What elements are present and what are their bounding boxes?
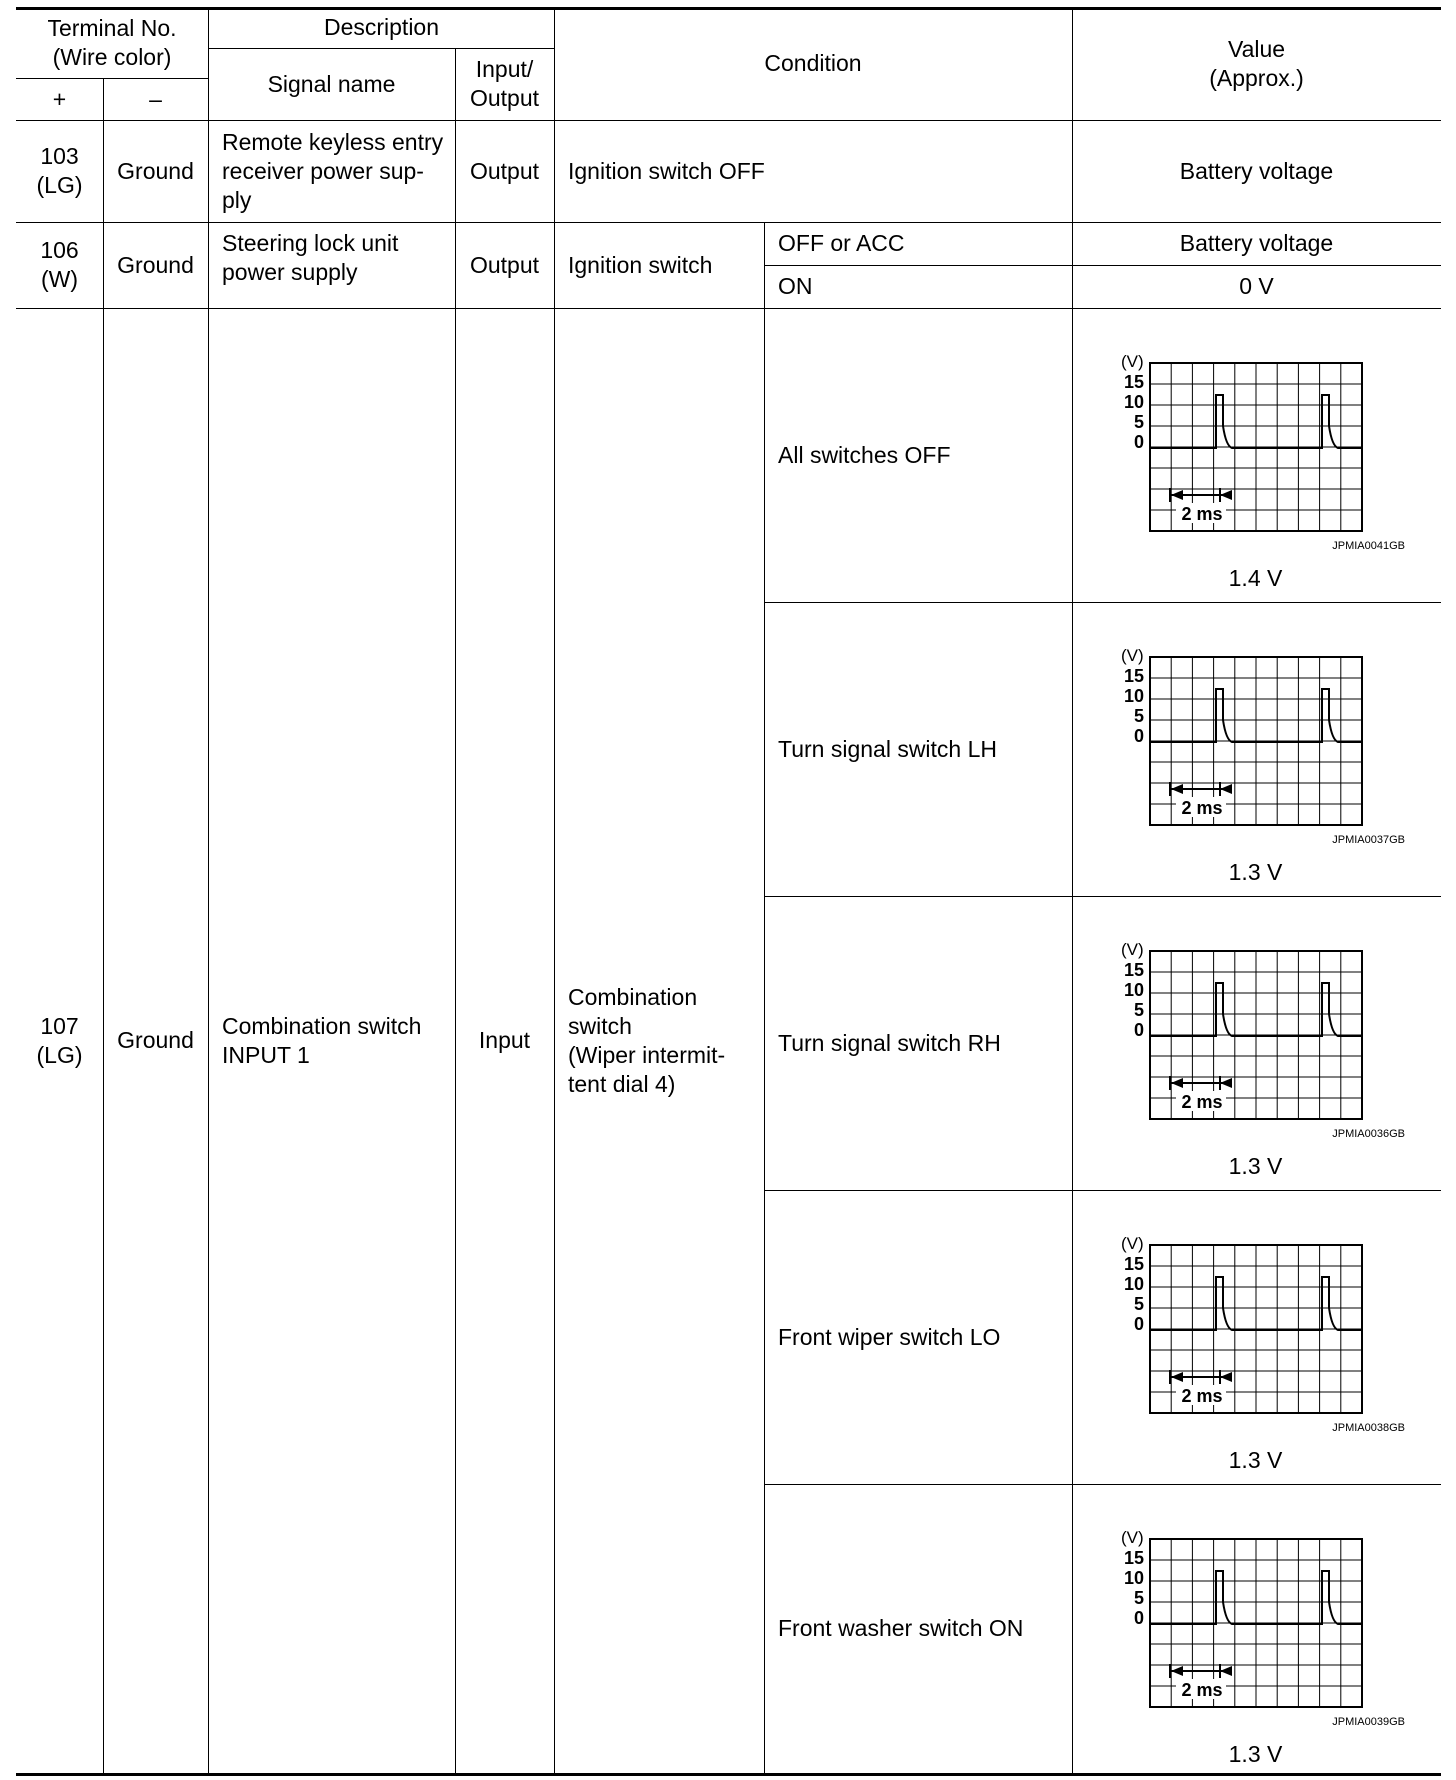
- row-103-signal: [208, 120, 455, 222]
- row-106-condition: Ignition switch: [568, 251, 713, 278]
- condition-line: (Wiper intermit-: [568, 1041, 726, 1068]
- y-tick-label: 10: [1123, 1274, 1144, 1294]
- row-103-value: Battery voltage: [1179, 157, 1334, 184]
- oscilloscope-graph: [1072, 602, 1441, 896]
- signal-line: Combination switch: [222, 1012, 422, 1039]
- y-tick-label: 15: [1123, 1548, 1144, 1568]
- unit-label: (V): [1121, 646, 1144, 665]
- signal-line: Steering lock unit: [222, 230, 399, 256]
- row-106-sub-condition: OFF or ACC: [778, 230, 905, 256]
- y-tick-label: 5: [1133, 1588, 1144, 1608]
- y-tick-label: 5: [1133, 706, 1144, 726]
- y-tick-label: 5: [1133, 1000, 1144, 1020]
- row-103-condition: Ignition switch OFF: [568, 157, 765, 184]
- row-106-sub-value: Battery voltage: [1179, 230, 1334, 256]
- row-107-sub-condition: Turn signal switch RH: [778, 1029, 1001, 1056]
- terminal-number: 106: [40, 237, 79, 263]
- header-value-line-1: Value: [1227, 35, 1286, 62]
- row-107-sub-condition: Front wiper switch LO: [778, 1323, 1001, 1350]
- row-106-io: Output: [469, 251, 540, 278]
- y-tick-label: 15: [1123, 372, 1144, 392]
- oscilloscope-graph: [1072, 1190, 1441, 1484]
- figure-id: JPMIA0036GB: [1332, 1128, 1405, 1140]
- row-103-io: Output: [469, 157, 540, 184]
- figure-id: JPMIA0037GB: [1332, 834, 1405, 846]
- oscilloscope-figure: [1072, 1484, 1441, 1773]
- figure-id: JPMIA0039GB: [1332, 1716, 1405, 1728]
- row-106-signal: [208, 222, 455, 308]
- row-103-minus: Ground: [117, 157, 194, 184]
- time-label: 2 ms: [1181, 504, 1223, 524]
- time-marker-arrow: [1220, 784, 1232, 794]
- signal-line: power supply: [222, 259, 358, 285]
- signal-line: INPUT 1: [222, 1041, 310, 1068]
- header-minus: –: [149, 85, 162, 112]
- unit-label: (V): [1121, 1528, 1144, 1547]
- y-tick-label: 0: [1133, 726, 1144, 746]
- oscilloscope-graph: [1072, 1484, 1441, 1773]
- condition-line: switch: [568, 1012, 632, 1039]
- header-io-line-2: Output: [469, 85, 540, 111]
- header-description: Description: [323, 14, 440, 40]
- time-label: 2 ms: [1181, 1092, 1223, 1112]
- header-value-line-2: (Approx.): [1209, 64, 1304, 91]
- wire-color: (LG): [36, 1041, 83, 1068]
- y-tick-label: 10: [1123, 392, 1144, 412]
- time-marker-arrow: [1220, 490, 1232, 500]
- scope-value: 1.3 V: [1228, 859, 1283, 885]
- header-signal-name: Signal name: [267, 70, 396, 97]
- condition-line: tent dial 4): [568, 1070, 676, 1097]
- time-marker-arrow: [1171, 1666, 1183, 1676]
- terminal-number: 107: [40, 1012, 79, 1039]
- scope-value: 1.4 V: [1228, 565, 1283, 591]
- row-103-terminal: [16, 120, 103, 222]
- figure-id: JPMIA0038GB: [1332, 1422, 1405, 1434]
- unit-label: (V): [1121, 352, 1144, 371]
- header-io-line-1: Input/: [475, 56, 534, 82]
- oscilloscope-figure: [1072, 1190, 1441, 1484]
- row-107-signal: [208, 308, 455, 1773]
- y-tick-label: 5: [1133, 412, 1144, 432]
- signal-line: ply: [222, 186, 252, 213]
- oscilloscope-graph: [1072, 896, 1441, 1190]
- time-marker-arrow: [1220, 1666, 1232, 1676]
- time-marker-arrow: [1220, 1078, 1232, 1088]
- row-107-terminal: [16, 308, 103, 1773]
- header-input-output: [455, 48, 554, 120]
- time-label: 2 ms: [1181, 798, 1223, 818]
- header-terminal-no-label: Terminal No.: [47, 14, 177, 41]
- terminal-number: 103: [40, 143, 79, 169]
- y-tick-label: 0: [1133, 1314, 1144, 1334]
- signal-line: Remote keyless entry: [222, 128, 444, 155]
- table-bottom-border: [16, 1773, 1441, 1776]
- time-marker-arrow: [1220, 1372, 1232, 1382]
- header-terminal-no: [16, 7, 208, 78]
- row-107-sub-condition: Turn signal switch LH: [778, 735, 998, 762]
- time-label: 2 ms: [1181, 1680, 1223, 1700]
- y-tick-label: 0: [1133, 1020, 1144, 1040]
- row-107-condition: [554, 308, 764, 1773]
- row-107-minus: Ground: [117, 1027, 194, 1053]
- time-label: 2 ms: [1181, 1386, 1223, 1406]
- header-value: [1072, 7, 1441, 120]
- condition-line: Combination: [568, 983, 698, 1010]
- oscilloscope-figure: [1072, 308, 1441, 602]
- oscilloscope-graph: [1072, 308, 1441, 602]
- scope-value: 1.3 V: [1228, 1447, 1283, 1473]
- wire-color: (W): [40, 266, 79, 292]
- time-marker-arrow: [1171, 1078, 1183, 1088]
- row-107-sub-condition: All switches OFF: [778, 441, 951, 468]
- time-marker-arrow: [1171, 1372, 1183, 1382]
- row-106-minus: Ground: [117, 251, 194, 278]
- time-marker-arrow: [1171, 490, 1183, 500]
- row-106-sub-condition: ON: [778, 273, 813, 299]
- row-106-sub-value: 0 V: [1239, 273, 1274, 299]
- y-tick-label: 15: [1123, 1254, 1144, 1274]
- header-plus: +: [52, 85, 67, 112]
- y-tick-label: 15: [1123, 960, 1144, 980]
- scope-value: 1.3 V: [1228, 1153, 1283, 1179]
- oscilloscope-figure: [1072, 896, 1441, 1190]
- time-marker-arrow: [1171, 784, 1183, 794]
- unit-label: (V): [1121, 1234, 1144, 1253]
- row-107-io: Input: [478, 1027, 531, 1053]
- y-tick-label: 10: [1123, 980, 1144, 1000]
- row-107-sub-condition: Front washer switch ON: [778, 1615, 1024, 1641]
- y-tick-label: 10: [1123, 686, 1144, 706]
- header-condition: Condition: [764, 50, 862, 76]
- y-tick-label: 10: [1123, 1568, 1144, 1588]
- wire-color: (LG): [36, 172, 83, 198]
- scope-value: 1.3 V: [1228, 1741, 1283, 1767]
- figure-id: JPMIA0041GB: [1332, 540, 1405, 552]
- row-106-terminal: [16, 222, 103, 308]
- header-wire-color-label: (Wire color): [52, 43, 172, 70]
- y-tick-label: 5: [1133, 1294, 1144, 1314]
- y-tick-label: 15: [1123, 666, 1144, 686]
- y-tick-label: 0: [1133, 432, 1144, 452]
- signal-line: receiver power sup-: [222, 157, 424, 184]
- unit-label: (V): [1121, 940, 1144, 959]
- oscilloscope-figure: [1072, 602, 1441, 896]
- y-tick-label: 0: [1133, 1608, 1144, 1628]
